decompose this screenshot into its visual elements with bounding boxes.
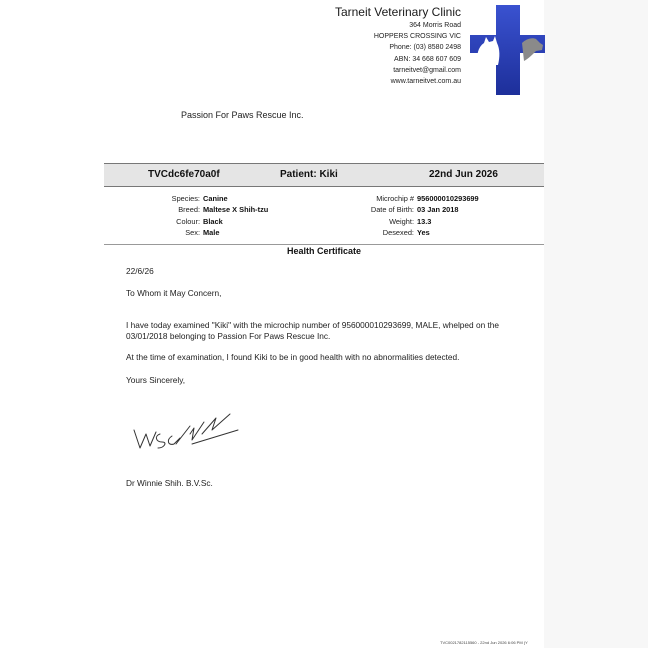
microchip-value: 956000010293699	[417, 194, 479, 203]
clinic-logo-icon	[470, 5, 545, 95]
desexed-row	[356, 227, 479, 238]
colour-label: Colour:	[176, 216, 200, 226]
sex-label: Sex:	[185, 227, 200, 237]
sex-row	[150, 227, 268, 238]
section-divider	[104, 244, 544, 245]
clinic-abn: ABN: 34 668 607 609	[394, 55, 461, 63]
signatory-name: Dr Winnie Shih. B.V.Sc.	[126, 478, 213, 488]
desexed-value: Yes	[417, 227, 430, 237]
species-label: Species:	[171, 194, 200, 203]
dob-label: Date of Birth:	[370, 205, 414, 215]
page-margin-left	[0, 0, 104, 648]
weight-row	[356, 216, 479, 227]
health-finding-paragraph: At the time of examination, I found Kiki to be in good health with no abnormalities detected.	[126, 352, 460, 362]
microchip-row	[356, 193, 479, 204]
clinic-email: tarneitvet@gmail.com	[393, 66, 461, 74]
recipient-name: Passion For Paws Rescue Inc.	[181, 110, 304, 120]
breed-label: Breed:	[178, 205, 200, 215]
breed-value: Maltese X Shih-tzu	[203, 205, 269, 215]
patient-details-left	[150, 193, 268, 238]
clinic-name: Tarneit Veterinary Clinic	[334, 5, 461, 19]
weight-value: 13.3	[417, 216, 432, 226]
clinic-address-line1: 364 Morris Road	[409, 22, 461, 29]
dob-value: 03 Jan 2018	[417, 205, 459, 215]
species-row	[150, 193, 268, 204]
microchip-label: Microchip #	[376, 194, 414, 203]
salutation: To Whom it May Concern,	[126, 288, 222, 298]
sex-value: Male	[203, 227, 220, 237]
colour-row	[150, 216, 268, 227]
dob-row	[356, 204, 479, 215]
closing: Yours Sincerely,	[126, 375, 186, 385]
examination-paragraph: I have today examined "Kiki" with the microchip number of 956000010293699, MALE, whelped on the 03/01/2018 belonging to Passion For Paws Rescue Inc.	[126, 320, 500, 342]
desexed-label: Desexed:	[382, 227, 414, 237]
patient-name: Patient: Kiki	[280, 169, 338, 180]
certificate-header-bar	[104, 163, 544, 187]
page-margin-right	[544, 0, 648, 648]
clinic-phone: Phone: (03) 8580 2498	[389, 44, 461, 52]
patient-details-right	[356, 193, 479, 238]
certificate-date: 22nd Jun 2026	[429, 169, 498, 180]
clinic-website: www.tarneitvet.com.au	[390, 78, 461, 86]
clinic-info	[335, 5, 461, 87]
clinic-address-line2: HOPPERS CROSSING VIC	[373, 33, 461, 41]
certificate-title: Health Certificate	[286, 246, 362, 256]
footer-reference: TVC0021782115560 - 22nd Jun 2026 6:06 PM (Y	[440, 640, 528, 645]
species-value: Canine	[203, 194, 228, 203]
certificate-id: TVCdc6fe70a0f	[148, 169, 220, 180]
breed-row	[150, 204, 268, 215]
letter-date: 22/6/26	[126, 266, 154, 276]
colour-value: Black	[203, 216, 223, 226]
weight-label: Weight:	[389, 216, 414, 226]
signature-image	[132, 410, 242, 452]
